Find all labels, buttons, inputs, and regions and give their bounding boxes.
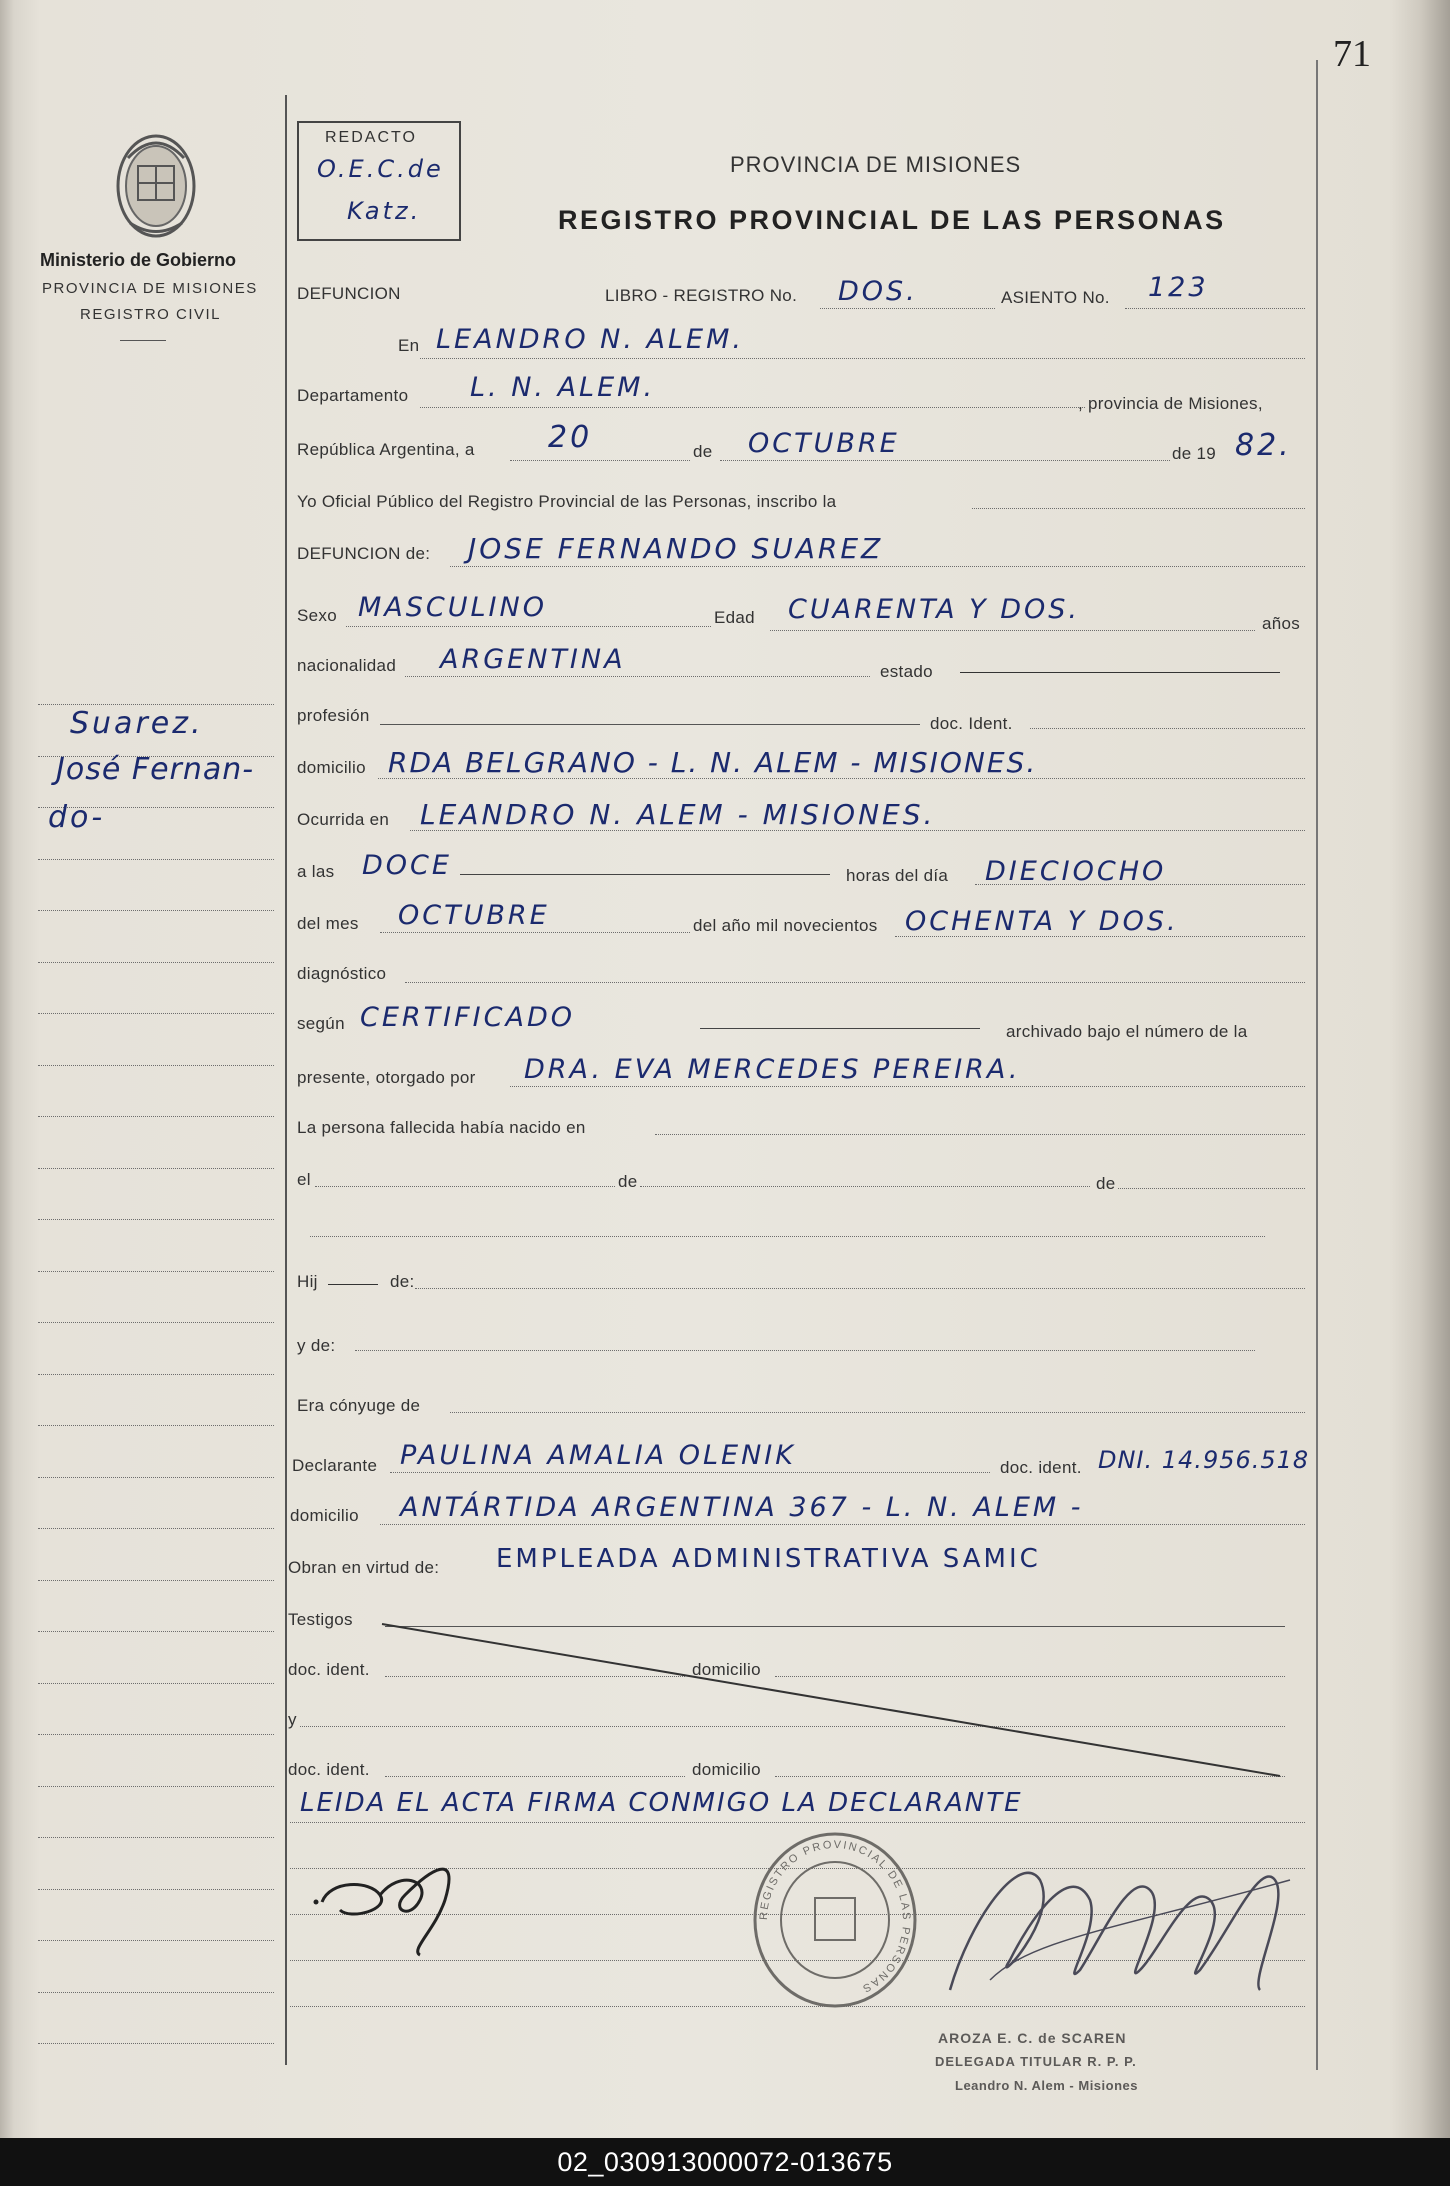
margin-rule-line [38,1683,274,1684]
margin-rule-line [38,1168,274,1169]
domicilio-label: domicilio [297,758,366,777]
margin-note-line1: Suarez. [70,706,204,741]
margin-rule-line [38,1889,274,1890]
closing-text: LEIDA EL ACTA FIRMA CONMIGO LA DECLARANTE [300,1788,1023,1818]
horas-value: DIECIOCHO [985,856,1167,887]
cross-out-line [380,1620,1300,1780]
de19-label: de 19 [1172,444,1217,463]
segun-label: según [297,1014,345,1033]
image-id-footer: 02_030913000072-013675 [0,2138,1450,2186]
domicilio3-label: domicilio [692,1660,761,1679]
margin-rule-line [38,859,274,860]
redacto-box [297,121,461,241]
registry-stamp [750,1830,920,2010]
margin-rule-line [38,1940,274,1941]
presente-value: DRA. EVA MERCEDES PEREIRA. [524,1054,1021,1085]
nacionalidad-label: nacionalidad [297,656,397,675]
asiento-label: ASIENTO No. [1001,288,1110,307]
libro-label: LIBRO - REGISTRO No. [605,286,798,305]
ocurrida-value: LEANDRO N. ALEM - MISIONES. [420,798,936,831]
margin-rule-line [38,1992,274,1993]
margin-rule-line [38,1425,274,1426]
margin-rule-line [38,1477,274,1478]
anio-value: 82. [1235,428,1292,463]
margin-note-line3: do- [48,800,106,835]
margin-rule-line [38,1065,274,1066]
margin-rule-line [38,2043,274,2044]
margin-rule-line [38,1786,274,1787]
doc-ident2-label: doc. ident. [288,1760,370,1779]
obran-value: EMPLEADA ADMINISTRATIVA SAMIC [496,1544,1041,1574]
redacto-line1: O.E.C.de [317,155,444,183]
en-label: En [398,336,420,355]
asiento-value: 123 [1148,272,1209,303]
del-mes-value: OCTUBRE [398,900,550,931]
declarante-doc-value: DNI. 14.956.518 [1098,1446,1310,1474]
provincia-suffix: , provincia de Misiones, [1078,394,1263,413]
hijo-label: Hij [297,1272,318,1291]
coat-of-arms-icon [108,128,204,248]
en-value: LEANDRO N. ALEM. [436,324,744,355]
registry-heading: REGISTRO PROVINCIAL DE LAS PERSONAS [558,205,1226,235]
official-stamp-line3: Leandro N. Alem - Misiones [955,2078,1138,2093]
declarante-doc-label: doc. ident. [1000,1458,1082,1477]
declarante-label: Declarante [292,1456,378,1475]
nacido-label: La persona fallecida había nacido en [297,1118,586,1137]
margin-rule-line [38,1580,274,1581]
ministry-title: Ministerio de Gobierno [40,250,237,270]
defuncion-de-value: JOSE FERNANDO SUAREZ [468,532,884,565]
doc-ident1-label: doc. ident. [288,1660,370,1679]
page-number: 71 [1333,33,1371,75]
margin-rule-line [38,1116,274,1117]
margin-rule-line [38,910,274,911]
mes-value: OCTUBRE [748,428,900,459]
left-rule [285,95,287,2065]
margin-rule-line [38,1013,274,1014]
y-label: y [288,1710,297,1729]
margin-rule-line [38,1219,274,1220]
horas-label: horas del día [846,866,949,885]
stamp-arc-text: REGISTRO PROVINCIAL DE LAS PERSONAS [757,1838,913,1995]
margin-rule-line [38,1837,274,1838]
margin-rule-line [38,1734,274,1735]
sexo-value: MASCULINO [358,592,547,623]
anos-label: años [1262,614,1301,633]
edad-label: Edad [714,608,755,627]
edad-value: CUARENTA Y DOS. [788,594,1081,625]
obran-label: Obran en virtud de: [288,1558,440,1577]
ocurrida-label: Ocurrida en [297,810,390,829]
testigos-label: Testigos [288,1610,353,1629]
libro-value: DOS. [838,276,918,307]
official-stamp-line2: DELEGADA TITULAR R. P. P. [935,2054,1137,2069]
a-las-value: DOCE [362,850,452,881]
margin-rule-line [38,1271,274,1272]
republica-label: República Argentina, a [297,440,475,459]
official-stamp-line1: AROZA E. C. de SCAREN [938,2030,1127,2046]
province-heading: PROVINCIA DE MISIONES [730,152,1022,177]
redacto-label: REDACTO [325,129,417,146]
segun-value: CERTIFICADO [360,1002,575,1033]
official-signature [930,1840,1310,2000]
margin-rule-line [38,1322,274,1323]
de-label: de [693,442,713,461]
margin-rule-line [38,1374,274,1375]
archivado-label: archivado bajo el número de la [1006,1022,1248,1041]
departamento-label: Departamento [297,386,409,405]
presente-label: presente, otorgado por [297,1068,476,1087]
anio-mil-label: del año mil novecientos [693,916,878,935]
sexo-label: Sexo [297,606,337,625]
domicilio2-value: ANTÁRTIDA ARGENTINA 367 - L. N. ALEM - [400,1492,1084,1523]
margin-rule-line [38,1528,274,1529]
domicilio2-label: domicilio [290,1506,359,1525]
oficial-text: Yo Oficial Público del Registro Provincial de las Personas, inscribo la [297,492,837,511]
a-las-label: a las [297,862,335,881]
profesion-label: profesión [297,706,370,725]
margin-note-line2: José Fernan- [56,752,255,787]
de-b-label: de [1096,1174,1116,1193]
doc-ident-label: doc. Ident. [930,714,1013,733]
estado-label: estado [880,662,933,681]
ministry-registry: REGISTRO CIVIL [80,306,222,323]
del-mes-label: del mes [297,914,359,933]
margin-rule-line [38,704,274,705]
margin-rule-line [38,1631,274,1632]
domicilio4-label: domicilio [692,1760,761,1779]
declarante-value: PAULINA AMALIA OLENIK [400,1440,796,1471]
y-de-label: y de: [297,1336,336,1355]
dia-value: 20 [548,420,593,455]
defuncion-de-label: DEFUNCION de: [297,544,431,563]
domicilio-value: RDA BELGRANO - L. N. ALEM - MISIONES. [388,746,1038,779]
nacionalidad-value: ARGENTINA [440,644,626,675]
defuncion-label: DEFUNCION [297,284,401,303]
el-label: el [297,1170,311,1189]
conyuge-label: Era cónyuge de [297,1396,421,1415]
ministry-province: PROVINCIA DE MISIONES [42,280,258,297]
de-a-label: de [618,1172,638,1191]
declarant-signature [310,1840,480,1960]
diagnostico-label: diagnóstico [297,964,387,983]
anio-mil-value: OCHENTA Y DOS. [905,906,1179,937]
margin-rule-line [38,962,274,963]
departamento-value: L. N. ALEM. [470,372,656,403]
redacto-line2: Katz. [347,197,422,225]
right-rule [1316,60,1318,2070]
hijo-de-label: de: [390,1272,415,1291]
